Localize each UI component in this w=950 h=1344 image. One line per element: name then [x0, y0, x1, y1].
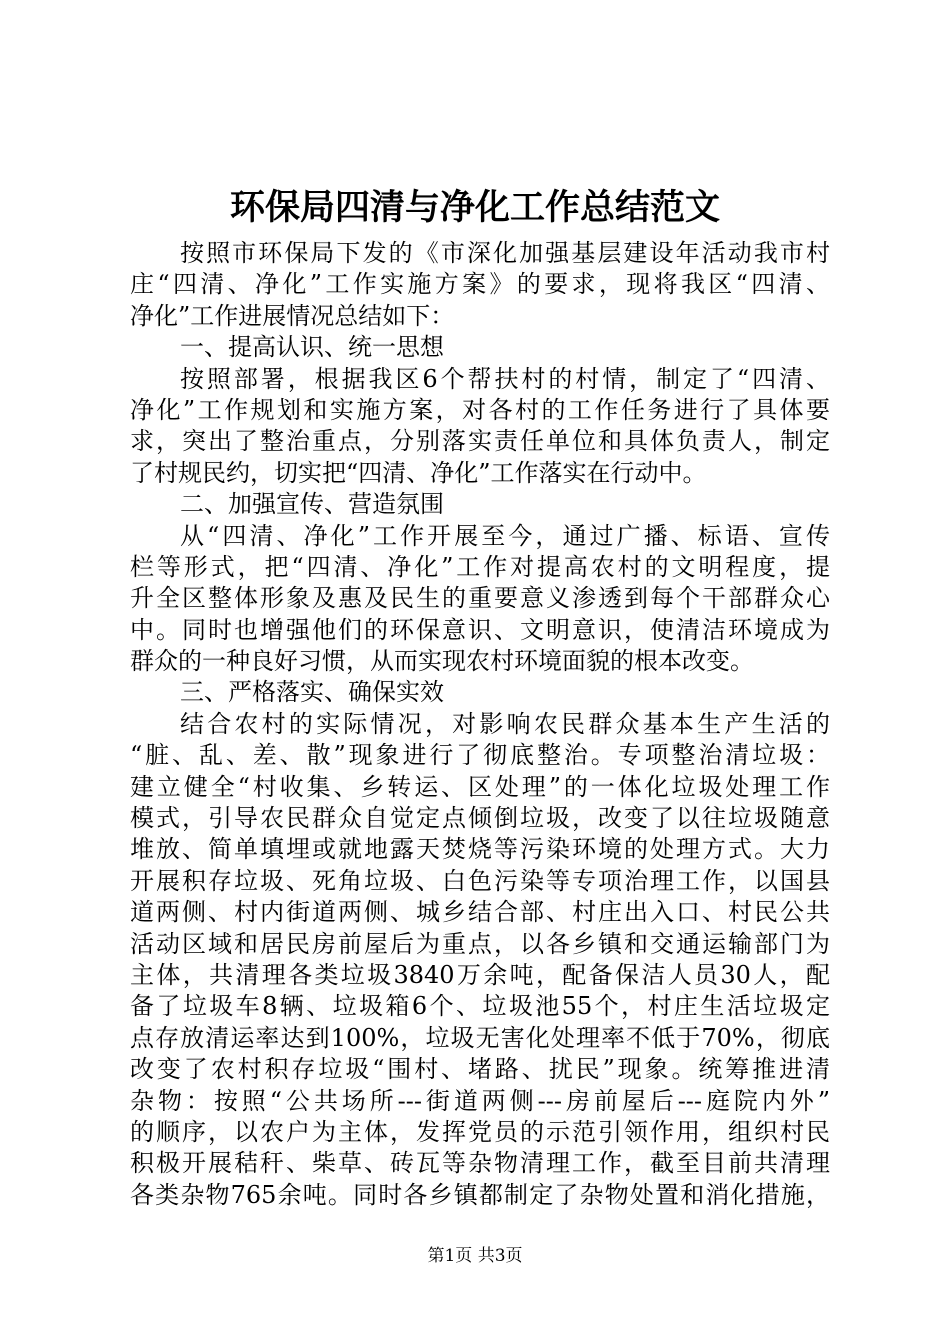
paragraph-line: 栏等形式，把“四清、净化”工作对提高农村的文明程度，提 — [130, 552, 830, 581]
document-body — [130, 238, 830, 1211]
paragraph-line: 各类杂物765余吨。同时各乡镇都制定了杂物处置和消化措施， — [130, 1180, 830, 1209]
paragraph-line: 净化”工作规划和实施方案，对各村的工作任务进行了具体要 — [130, 395, 830, 424]
document-title: 环保局四清与净化工作总结范文 — [229, 187, 720, 228]
page-number: 第1页 共3页 — [427, 1246, 523, 1266]
paragraph-line: 开展积存垃圾、死角垃圾、白色污染等专项治理工作，以国县 — [130, 866, 830, 895]
paragraph-line: 求，突出了整治重点，分别落实责任单位和具体负责人，制定 — [130, 427, 830, 456]
paragraph-line: 主体，共清理各类垃圾3840万余吨，配备保洁人员30人，配 — [130, 960, 830, 989]
paragraph-line: 中。同时也增强他们的环保意识、文明意识，使清洁环境成为 — [130, 615, 830, 644]
section-heading: 一、提高认识、统一思想 — [180, 333, 444, 362]
paragraph-line: 模式，引导农民群众自觉定点倾倒垃圾，改变了以往垃圾随意 — [130, 804, 830, 833]
paragraph-line: 庄“四清、净化”工作实施方案》的要求，现将我区“四清、 — [130, 270, 830, 299]
paragraph-line: 杂物：按照“公共场所---街道两侧---房前屋后---庭院内外” — [130, 1086, 830, 1115]
paragraph-line: 的顺序，以农户为主体，发挥党员的示范引领作用，组织村民 — [130, 1117, 830, 1146]
paragraph-line: 积极开展秸秆、柴草、砖瓦等杂物清理工作，截至目前共清理 — [130, 1149, 830, 1178]
paragraph-line: “脏、乱、差、散”现象进行了彻底整治。专项整治清垃圾： — [130, 741, 830, 770]
section-heading: 二、加强宣传、营造氛围 — [180, 490, 444, 519]
paragraph-line: 改变了农村积存垃圾“围村、堵路、扰民”现象。统筹推进清 — [130, 1055, 830, 1084]
paragraph-line: 净化”工作进展情况总结如下： — [130, 301, 455, 330]
paragraph-line: 升全区整体形象及惠及民生的重要意义渗透到每个干部群众心 — [130, 584, 830, 613]
paragraph-line: 点存放清运率达到100%，垃圾无害化处理率不低于70%，彻底 — [130, 1023, 830, 1052]
paragraph-line: 结合农村的实际情况，对影响农民群众基本生产生活的 — [180, 709, 830, 738]
paragraph-line: 道两侧、村内街道两侧、城乡结合部、村庄出入口、村民公共 — [130, 898, 830, 927]
section-heading: 三、严格落实、确保实效 — [180, 678, 444, 707]
paragraph-line: 活动区域和居民房前屋后为重点，以各乡镇和交通运输部门为 — [130, 929, 830, 958]
paragraph-line: 堆放、简单填埋或就地露天焚烧等污染环境的处理方式。大力 — [130, 835, 830, 864]
paragraph-line: 群众的一种良好习惯，从而实现农村环境面貌的根本改变。 — [130, 647, 754, 676]
paragraph-line: 了村规民约，切实把“四清、净化”工作落实在行动中。 — [130, 458, 707, 487]
paragraph-line: 按照市环保局下发的《市深化加强基层建设年活动我市村 — [180, 239, 830, 267]
paragraph-line: 从“四清、净化”工作开展至今，通过广播、标语、宣传 — [180, 521, 830, 550]
paragraph-line: 建立健全“村收集、乡转运、区处理”的一体化垃圾处理工作 — [130, 772, 830, 801]
paragraph-line: 按照部署，根据我区6个帮扶村的村情，制定了“四清、 — [180, 364, 830, 393]
paragraph-line: 备了垃圾车8辆、垃圾箱6个、垃圾池55个，村庄生活垃圾定 — [130, 992, 830, 1021]
